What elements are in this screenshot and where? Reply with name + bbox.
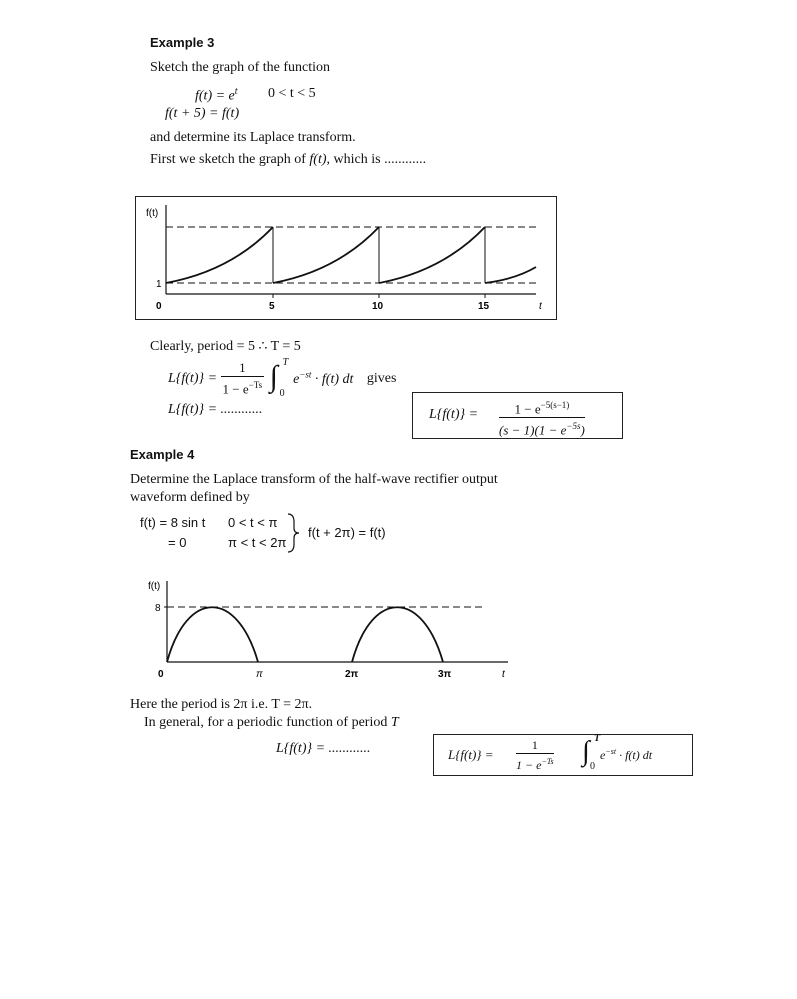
ex3-laplace-prompt: L{f(t)} = ............	[168, 402, 263, 417]
ex4-period-text: Here the period is 2π i.e. T = 2π.	[130, 697, 313, 712]
ex3-function-range: 0 < t < 5	[268, 86, 316, 101]
exp-curve-2	[273, 227, 379, 283]
ex4-general-text: In general, for a periodic function of period T	[144, 715, 399, 730]
exp-curve-3	[379, 227, 485, 283]
ex4-laplace-prompt: L{f(t)} = ............	[276, 741, 371, 756]
ex4-answer-box	[433, 734, 693, 776]
ex4-x-tick-label-pi: π	[256, 669, 263, 680]
ex3-x-tick-label-5: 5	[269, 301, 275, 312]
ex4-x-tick-label-0: 0	[158, 669, 164, 680]
ex4-answer-fraction: 1 $1 - e^{-Ts}$	[516, 738, 554, 772]
ex3-x-tick-label-0: 0	[156, 301, 162, 312]
ex3-y-tick-1: 1	[156, 279, 162, 290]
ex4-def-line2-b: π < t < 2π	[228, 535, 287, 550]
ex4-intro-line1: Determine the Laplace transform of the half-wave rectifier output	[130, 472, 498, 487]
ex3-function-def: $f(t) = e^t$	[195, 86, 238, 104]
ex3-x-axis-label: t	[539, 301, 542, 312]
ex3-graph	[136, 197, 556, 319]
ex4-periodic-condition: f(t + 2π) = f(t)	[308, 525, 386, 540]
ex4-y-label: f(t)	[148, 581, 161, 592]
ex3-answer-fraction: $1 - e^{-5(s-1)}$ $(s - 1)(1 - e^{-5s})$	[499, 397, 585, 439]
ex4-def-line1-b: 0 < t < π	[228, 515, 278, 530]
ex4-x-tick-label-3pi: 3π	[438, 669, 452, 680]
ex3-and-determine: and determine its Laplace transform.	[150, 130, 356, 145]
ex3-x-tick-label-10: 10	[372, 301, 384, 312]
ex3-intro: Sketch the graph of the function	[150, 60, 331, 75]
ex4-graph	[140, 575, 520, 685]
example-3-heading: Example 3	[150, 35, 215, 50]
ex3-clearly-period: Clearly, period = 5 ∴ T = 5	[150, 339, 301, 354]
ex3-laplace-formula: L{f(t)} = $\frac{1}{1 - e^{-Ts}}$ ∫ T 0 $e^{-st} \cdot f(t)$ dt gives	[168, 357, 397, 399]
ex3-y-label: f(t)	[146, 208, 159, 219]
ex4-y-tick-8-label: 8	[155, 603, 161, 614]
ex4-x-tick-label-2pi: 2π	[345, 669, 359, 680]
ex4-arch-2	[352, 607, 443, 662]
ex3-x-tick-label-15: 15	[478, 301, 490, 312]
ex4-x-axis-label: t	[502, 669, 505, 680]
ex4-def-line1-a: f(t) = 8 sin t	[140, 515, 206, 530]
example-4-heading: Example 4	[130, 447, 195, 462]
ex4-brace	[286, 512, 300, 554]
ex4-answer-lhs: L{f(t)} =	[448, 747, 494, 762]
ex3-first-sketch: First we sketch the graph of f(t), which is ............	[150, 152, 427, 167]
ex3-graph-frame	[135, 196, 557, 320]
ex4-def-line2-a: = 0	[168, 535, 187, 550]
exp-curve-1	[166, 227, 273, 283]
ex3-periodic-condition: f(t + 5) = f(t)	[165, 106, 240, 121]
ex3-answer-box	[412, 392, 623, 439]
ex4-integral-sign: ∫ T 0	[582, 733, 601, 772]
ex3-answer-lhs: L{f(t)} =	[429, 407, 479, 422]
ex4-answer-integrand: $e^{-st} \cdot f(t)$ dt	[600, 747, 653, 762]
exp-curve-4	[485, 267, 536, 283]
ex4-intro-line2: waveform defined by	[130, 490, 250, 505]
ex4-arch-1	[167, 607, 258, 662]
